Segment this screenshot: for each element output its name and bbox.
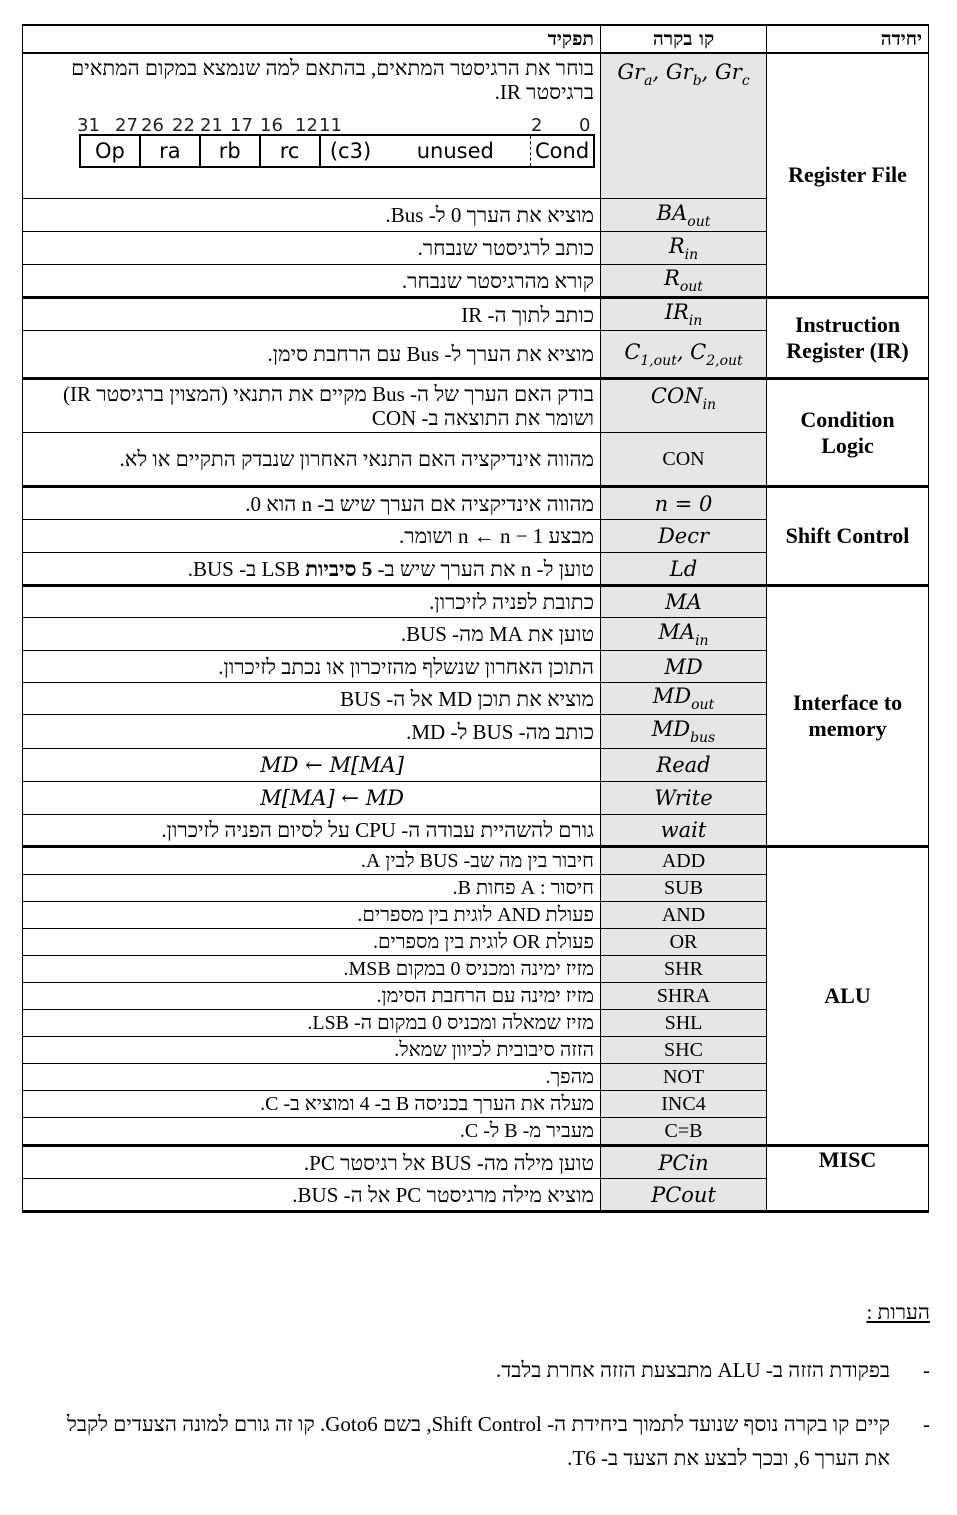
desc-read	[23, 749, 601, 782]
table-row	[23, 298, 929, 331]
signal-shl: SHL	[601, 1010, 767, 1037]
desc-pcout: מוציא מילה מרגיסטר PC אל ה- BUS.	[23, 1179, 601, 1212]
desc-shra: מזיז ימינה עם הרחבת הסימן.	[23, 983, 601, 1010]
signal-ld: Ld	[601, 553, 767, 586]
bit-labels	[79, 114, 594, 134]
desc-shl: מזיז שמאלה ומכניס 0 במקום ה- LSB.	[23, 1010, 601, 1037]
signal-gr: $Gr_a$, $Gr_b$, $Gr_c$	[601, 53, 767, 199]
bit-label: 31	[77, 115, 100, 136]
signal-shr: SHR	[601, 956, 767, 983]
signal-shc: SHC	[601, 1037, 767, 1064]
notes-section	[40, 1300, 930, 1495]
desc-rout: קורא מהרגיסטר שנבחר.	[23, 265, 601, 298]
header-role: תפקיד	[23, 25, 601, 53]
desc-rin: כותב לרגיסטר שנבחר.	[23, 232, 601, 265]
desc-or: פעולת OR לוגית בין מספרים.	[23, 929, 601, 956]
signal-conin: $CON_{in}$	[601, 379, 767, 433]
header-unit: יחידה	[767, 25, 929, 53]
desc-conin: בודק האם הערך של ה- Bus מקיים את התנאי (המצוין ברגיסטר IR) ושומר את התוצאה ב- CON	[23, 379, 601, 433]
signal-c-eq-b: C=B	[601, 1118, 767, 1146]
desc-write-math: M[MA] ← MD	[260, 786, 404, 810]
signal-mdbus: $MD_{bus}$	[601, 715, 767, 749]
desc-cout: מוציא את הערך ל- Bus עם הרחבת סימן.	[23, 331, 601, 379]
desc-sub: חיסור : A פחות B.	[23, 875, 601, 902]
signal-rin: $R_{in}$	[601, 232, 767, 265]
desc-ld-bold: 5 סיביות	[305, 556, 373, 581]
bit-label: 11	[319, 115, 342, 136]
signal-read: Read	[601, 749, 767, 782]
signal-or: OR	[601, 929, 767, 956]
unit-interface-to-memory: Interface to memory	[767, 586, 929, 847]
signal-n-zero: n = 0	[601, 487, 767, 520]
signal-baout: $BA_{out}$	[601, 199, 767, 232]
signal-wait: wait	[601, 815, 767, 847]
desc-and: פעולת AND לוגית בין מספרים.	[23, 902, 601, 929]
desc-main: טוען את MA מה- BUS.	[23, 618, 601, 651]
desc-md: התוכן האחרון שנשלף מהזיכרון או נכתב לזיכרון.	[23, 651, 601, 683]
desc-ma: כתובת לפניה לזיכרון.	[23, 586, 601, 618]
desc-irin: כותב לתוך ה- IR	[23, 298, 601, 331]
header-signal: קו בקרה	[601, 25, 767, 53]
signal-sub: SUB	[601, 875, 767, 902]
table-row	[23, 586, 929, 618]
field-rb: rb	[201, 136, 261, 166]
desc-c-eq-b: מעביר מ- B ל- C.	[23, 1118, 601, 1146]
field-cond: Cond	[535, 139, 590, 163]
field-c3: (c3)	[329, 139, 372, 163]
unit-register-file: Register File	[767, 53, 929, 298]
control-signals-table	[22, 24, 929, 1213]
desc-read-math: MD ← M[MA]	[260, 753, 404, 777]
note-item: - קיים קו בקרה נוסף שנועד לתמוך ביחידת ה- Shift Control, בשם Goto6. קו זה גורם למונה הצעדים לקבל את הערך 6, ובכך לבצע את הצעד ב- T6.	[40, 1407, 930, 1475]
signal-mdout: $MD_{out}$	[601, 683, 767, 715]
table-row	[23, 1146, 929, 1179]
signal-add: ADD	[601, 847, 767, 875]
signal-pcin: PCin	[601, 1146, 767, 1179]
desc-inc4: מעלה את הערך בכניסה B ב- 4 ומוציא ב- C.	[23, 1091, 601, 1118]
bit-label: 12	[295, 115, 318, 136]
signal-main: $MA_{in}$	[601, 618, 767, 651]
desc-write	[23, 782, 601, 815]
bit-label: 17	[230, 115, 253, 136]
desc-decr: מבצע n ← n − 1 ושומר.	[23, 520, 601, 553]
desc-baout: מוציא את הערך 0 ל- Bus.	[23, 199, 601, 232]
field-op: Op	[81, 136, 141, 166]
desc-gr	[23, 53, 601, 199]
unit-alu: ALU	[767, 847, 929, 1146]
unit-shift-control: Shift Control	[767, 487, 929, 586]
desc-not: מהפך.	[23, 1064, 601, 1091]
signal-inc4: INC4	[601, 1091, 767, 1118]
signal-ma: MA	[601, 586, 767, 618]
signal-md: MD	[601, 651, 767, 683]
unit-instruction-register: Instruction Register (IR)	[767, 298, 929, 379]
bit-label: 22	[172, 115, 195, 136]
desc-wait: גורם להשהיית עבודה ה- CPU על לסיום הפניה לזיכרון.	[23, 815, 601, 847]
unit-condition-logic: Condition Logic	[767, 379, 929, 487]
signal-write: Write	[601, 782, 767, 815]
desc-shr: מזיז ימינה ומכניס 0 במקום MSB.	[23, 956, 601, 983]
unit-misc: MISC	[767, 1146, 929, 1212]
desc-mdout: מוציא את תוכן MD אל ה- BUS	[23, 683, 601, 715]
notes-title: הערות :	[866, 1300, 930, 1324]
table-header-row	[23, 25, 929, 53]
bit-label: 2	[531, 115, 543, 136]
desc-n-zero: מהווה אינדיקציה אם הערך שיש ב- n הוא 0.	[23, 487, 601, 520]
table-row	[23, 847, 929, 875]
desc-con: מהווה אינדיקציה האם התנאי האחרון שנבדק התקיים או לא.	[23, 433, 601, 487]
field-unused: unused	[380, 136, 531, 166]
desc-shc: הזזה סיבובית לכיוון שמאל.	[23, 1037, 601, 1064]
desc-pcin: טוען מילה מה- BUS אל רגיסטר PC.	[23, 1146, 601, 1179]
signal-irin: $IR_{in}$	[601, 298, 767, 331]
field-ra: ra	[141, 136, 201, 166]
signal-cout: $C_{1,out}$, $C_{2,out}$	[601, 331, 767, 379]
signal-con: CON	[601, 433, 767, 487]
desc-ld-pre: טוען ל- n את הערך שיש ב-	[372, 556, 594, 581]
control-signals-page	[22, 24, 929, 1213]
format-fields	[79, 134, 595, 168]
instruction-format-diagram	[79, 114, 594, 172]
table-row	[23, 53, 929, 199]
signal-not: NOT	[601, 1064, 767, 1091]
field-rc: rc	[261, 136, 321, 166]
bit-label: 0	[579, 115, 591, 136]
bit-label: 16	[260, 115, 283, 136]
desc-mdbus: כותב מה- BUS ל- MD.	[23, 715, 601, 749]
notes-list	[40, 1353, 930, 1475]
desc-ld-post: LSB ב- BUS.	[187, 556, 306, 581]
bit-label: 21	[200, 115, 223, 136]
desc-ld	[23, 553, 601, 586]
table-row	[23, 487, 929, 520]
note-item: - בפקודת הזזה ב- ALU מתבצעת הזזה אחרת בלבד.	[40, 1353, 930, 1387]
table-row	[23, 379, 929, 433]
signal-rout: $R_{out}$	[601, 265, 767, 298]
signal-and: AND	[601, 902, 767, 929]
signal-pcout: PCout	[601, 1179, 767, 1212]
desc-gr-text: בוחר את הרגיסטר המתאים, בהתאם למה שנמצא במקום המתאים ברגיסטר IR.	[71, 56, 594, 104]
signal-shra: SHRA	[601, 983, 767, 1010]
bit-label: 26	[141, 115, 164, 136]
bit-label: 27	[115, 115, 138, 136]
desc-add: חיבור בין מה שב- BUS לבין A.	[23, 847, 601, 875]
signal-decr: Decr	[601, 520, 767, 553]
